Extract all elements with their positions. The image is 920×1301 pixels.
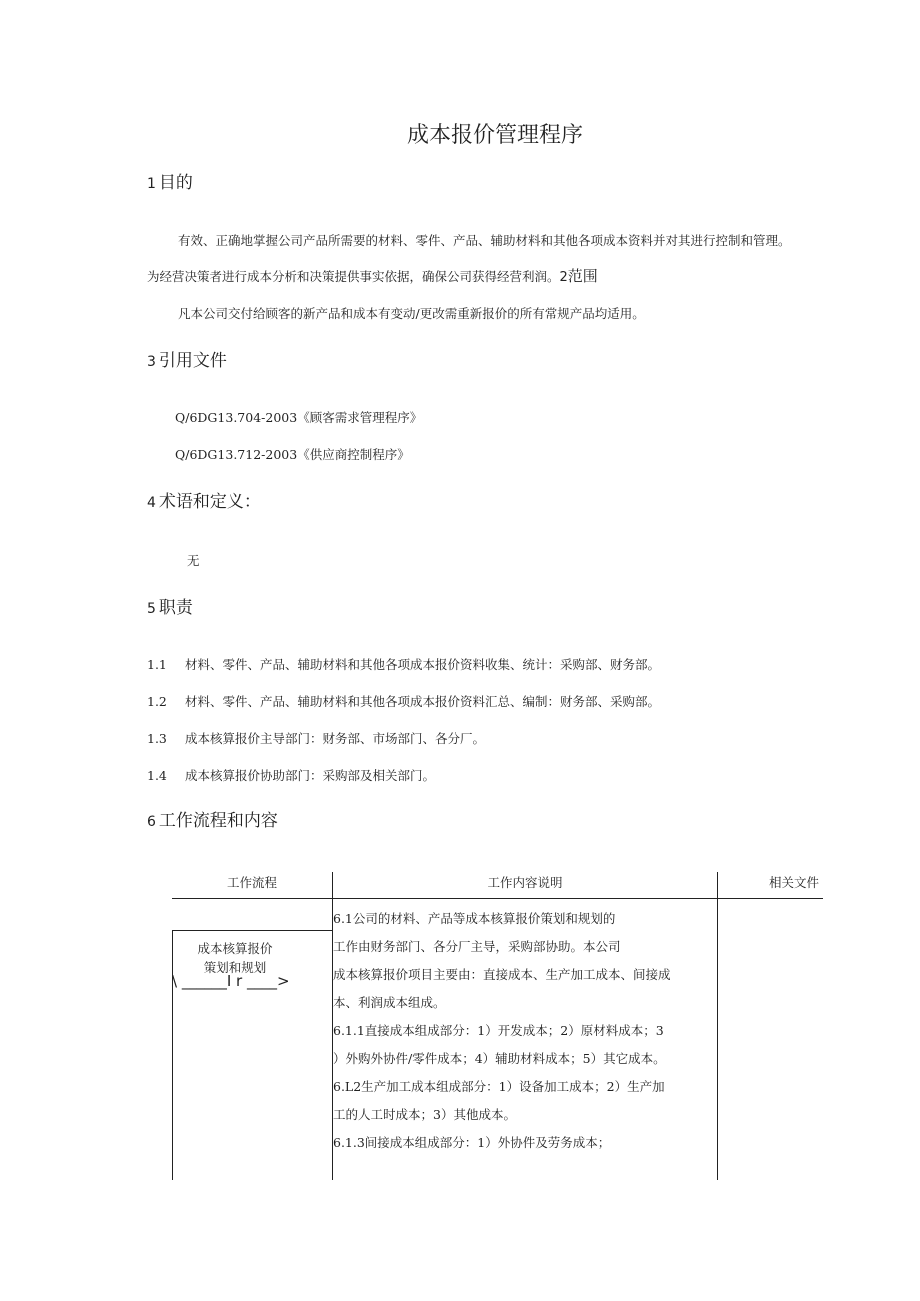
- table-header-flow: 工作流程: [226, 875, 277, 890]
- duty-item: [147, 692, 660, 710]
- table-header-rule: [172, 898, 823, 899]
- section-number: 1: [147, 176, 156, 192]
- section-number: 3: [147, 354, 156, 370]
- reference-1: Q/6DG13.704-2003《顾客需求管理程序》: [175, 410, 423, 425]
- section-3-heading: [147, 346, 227, 371]
- section-title: 引用文件: [158, 351, 227, 371]
- column-divider: [717, 872, 718, 1180]
- duty-text: 材料、零件、产品、辅助材料和其他各项成本报价资料收集、统计：采购部、财务部。: [185, 657, 661, 672]
- content-line: 本、利润成本组成。: [333, 995, 446, 1010]
- section-number: 4: [147, 495, 156, 511]
- duty-text: 成本核算报价主导部门：财务部、市场部门、各分厂。: [185, 731, 486, 746]
- duty-number: 1.4: [147, 768, 167, 783]
- section-title: 职责: [158, 598, 193, 618]
- content-line: ）外购外协件/零件成本；4）辅助材料成本；5）其它成本。: [333, 1051, 666, 1066]
- duty-text: 材料、零件、产品、辅助材料和其他各项成本报价资料汇总、编制：财务部、采购部。: [185, 694, 661, 709]
- section-1-paragraph: 有效、正确地掌握公司产品所需要的材料、零件、产品、辅助材料和其他各项成本资料并对其进行控制和管理。: [178, 233, 791, 248]
- duty-item: [147, 729, 485, 747]
- section-5-heading: [147, 593, 193, 618]
- section-1-heading: [147, 168, 193, 193]
- section-4-heading: [147, 487, 261, 512]
- section-2-heading: 范围: [567, 267, 598, 285]
- section-number: 6: [147, 814, 156, 830]
- content-line: 6.1.3间接成本组成部分：1）外协件及劳务成本；: [333, 1135, 611, 1150]
- duty-number: 1.3: [147, 731, 167, 746]
- content-line: 6.1.1直接成本组成部分：1）开发成本；2）原材料成本；3: [333, 1023, 664, 1038]
- content-line: 工作由财务部门、各分厂主导，采购部协助。本公司: [333, 939, 621, 954]
- content-cell: [333, 905, 717, 1157]
- content-line: 成本核算报价项目主要由：直接成本、生产加工成本、间接成: [333, 967, 671, 982]
- section-1-paragraph-cont: [147, 265, 598, 286]
- flow-step-label: 成本核算报价: [197, 941, 273, 956]
- paragraph-text: 为经营决策者进行成本分析和决策提供事实依据，确保公司获得经营利润。: [147, 269, 560, 284]
- table-header-docs: 相关文件: [768, 875, 819, 890]
- duty-text: 成本核算报价协助部门：采购部及相关部门。: [185, 768, 436, 783]
- duty-number: 1.2: [147, 694, 167, 709]
- table-header-content: 工作内容说明: [487, 875, 563, 890]
- content-line: 工的人工时成本；3）其他成本。: [333, 1107, 516, 1122]
- duty-item: [147, 655, 660, 673]
- section-title: 目的: [158, 173, 193, 193]
- content-line: 6.L2生产加工成本组成部分：1）设备加工成本；2）生产加: [333, 1079, 665, 1094]
- section-6-heading: [147, 806, 278, 831]
- duty-item: [147, 766, 435, 784]
- section-4-body: 无: [187, 553, 200, 568]
- content-line: 6.1公司的材料、产品等成本核算报价策划和规划的: [333, 911, 616, 926]
- section-title: 工作流程和内容: [158, 811, 278, 831]
- section-title: 术语和定义：: [158, 492, 261, 512]
- section-number: 2: [559, 270, 568, 285]
- reference-2: Q/6DG13.712-2003《供应商控制程序》: [175, 447, 410, 462]
- duty-number: 1.1: [147, 657, 167, 672]
- section-2-paragraph: 凡本公司交付给顾客的新产品和成本有变动/更改需重新报价的所有常规产品均适用。: [178, 306, 645, 321]
- page-title: 成本报价管理程序: [406, 123, 583, 148]
- flow-box-top-edge: [172, 930, 332, 931]
- flow-arrow: \ ______I r ____>: [172, 972, 290, 990]
- flow-step-label: 策划和规划: [203, 960, 267, 975]
- section-number: 5: [147, 601, 156, 617]
